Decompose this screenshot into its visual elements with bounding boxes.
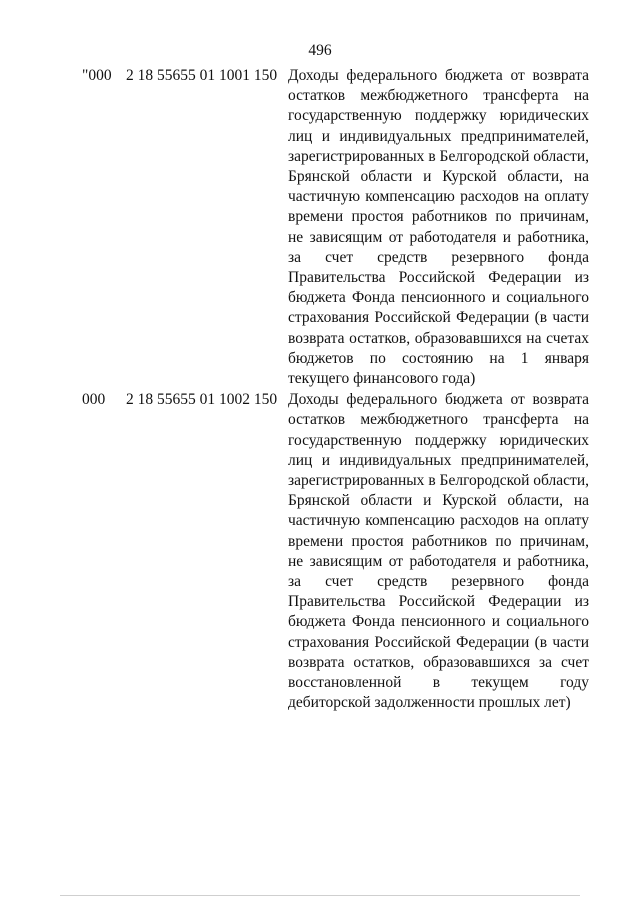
page-number: 496: [308, 42, 332, 59]
table-row: [82, 390, 592, 713]
admin-code: 000: [82, 391, 106, 409]
budget-code-table: [82, 66, 592, 715]
scan-artifact-line: [60, 895, 580, 896]
budget-classification-code: 2 18 55655 01 1002 150: [126, 391, 278, 409]
admin-code: "000: [82, 67, 112, 84]
income-description: Доходы федерального бюджета от возврата остатков межбюджетного трансферта на государственную поддержку юридических лиц и индивидуальных предпринимателей, зарегистрированных в Белгородской области, Брянской области и Курской области, на частичную компенсацию расходов на оплату времени простоя работников по причинам, не зависящим от работодателя и работника, за счет средств резервного фонда Правительства Российской Федерации из бюджета Фонда пенсионного и социального страхования Российской Федерации (в части возврата остатков, образовавшихся на счетах бюджетов по состоянию на 1 января текущего финансового года): [288, 67, 589, 388]
table-row: [82, 66, 592, 389]
budget-classification-code: 2 18 55655 01 1001 150: [126, 67, 278, 84]
income-description: Доходы федерального бюджета от возврата остатков межбюджетного трансферта на государственную поддержку юридических лиц и индивидуальных предпринимателей, зарегистрированных в Белгородской области, Брянской области и Курской области, на частичную компенсацию расходов на оплату времени простоя работников по причинам, не зависящим от работодателя и работника, за счет средств резервного фонда Правительства Российской Федерации из бюджета Фонда пенсионного и социального страхования Российской Федерации (в части возврата остатков, образовавшихся за счет восстановленной в текущем году дебиторской задолженности прошлых лет): [288, 391, 589, 712]
